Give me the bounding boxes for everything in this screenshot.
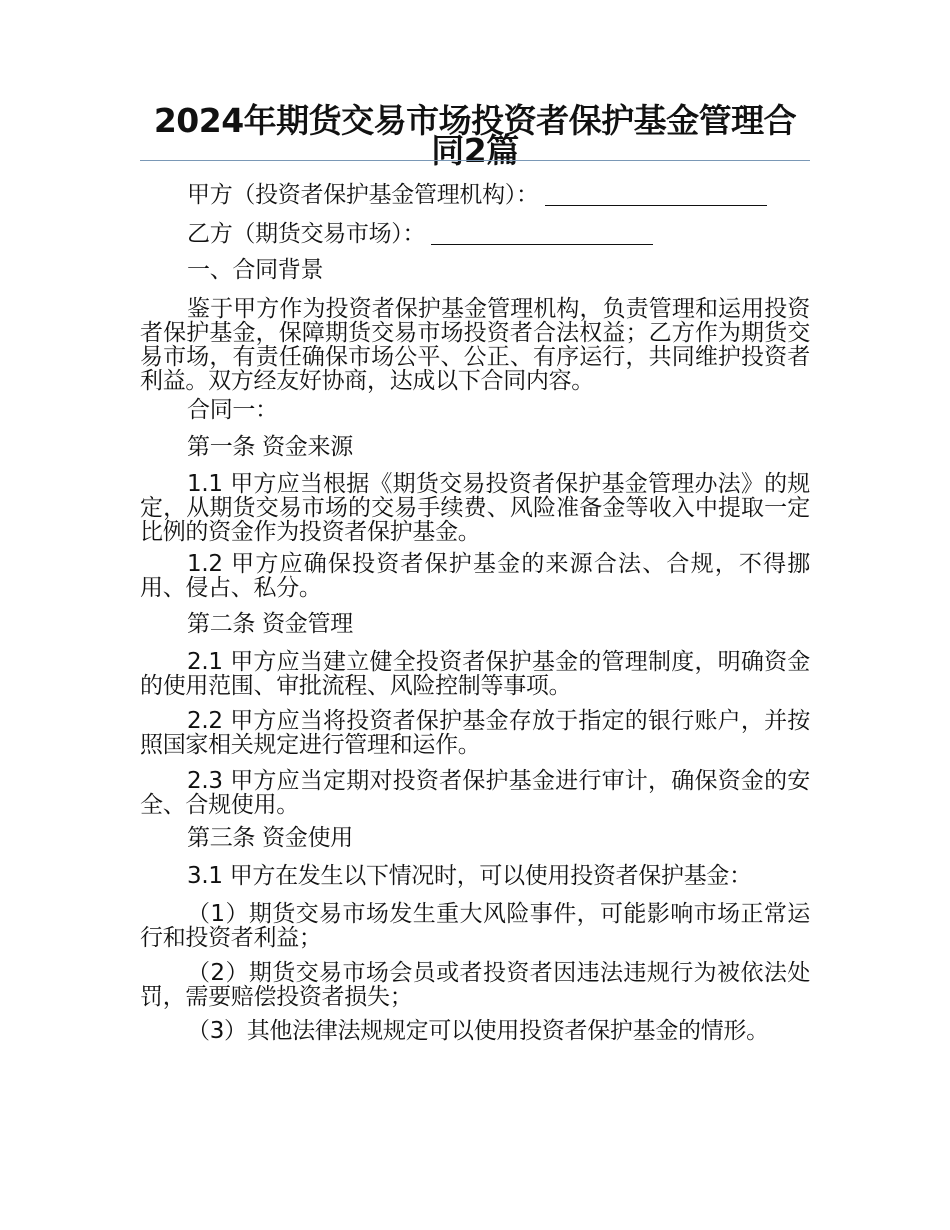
clause-3-1: 3.1 甲方在发生以下情况时，可以使用投资者保护基金： [187, 863, 752, 889]
party-b-label: 乙方（期货交易市场）： [187, 221, 426, 247]
clause-1-1: 1.1 甲方应当根据《期货交易投资者保护基金管理办法》的规定，从期货交易市场的交易手续费、风险准备金等收入中提取一定比例的资金作为投资者保护基金。 [140, 471, 810, 545]
article3-heading: 第三条 资金使用 [187, 825, 353, 851]
clause-1-2: 1.2 甲方应确保投资者保护基金的来源合法、合规，不得挪用、侵占、私分。 [140, 551, 810, 601]
party-a-line [140, 183, 810, 207]
party-a-label: 甲方（投资者保护基金管理机构）： [187, 182, 539, 208]
article2-heading: 第二条 资金管理 [187, 611, 353, 637]
item-3: （3）其他法律法规规定可以使用投资者保护基金的情形。 [187, 1018, 769, 1044]
clause-2-3: 2.3 甲方应当定期对投资者保护基金进行审计，确保资金的安全、合规使用。 [140, 768, 810, 818]
item-1: （1）期货交易市场发生重大风险事件，可能影响市场正常运行和投资者利益； [140, 901, 810, 951]
document-title: 2024年期货交易市场投资者保护基金管理合同2篇 [153, 101, 797, 170]
item-2: （2）期货交易市场会员或者投资者因违法违规行为被依法处罚，需要赔偿投资者损失； [140, 960, 810, 1010]
clause-2-1: 2.1 甲方应当建立健全投资者保护基金的管理制度，明确资金的使用范围、审批流程、风险控制等事项。 [140, 649, 810, 699]
party-b-blank [431, 224, 653, 245]
background-paragraph: 鉴于甲方作为投资者保护基金管理机构，负责管理和运用投资者保护基金，保障期货交易市场投资者合法权益；乙方作为期货交易市场，有责任确保市场公平、公正、有序运行，共同维护投资者利益。双方经友好协商，达成以下合同内容。 [140, 296, 810, 394]
title-divider [140, 160, 810, 161]
party-b-line [140, 222, 810, 246]
clause-2-2: 2.2 甲方应当将投资者保护基金存放于指定的银行账户，并按照国家相关规定进行管理和运作。 [140, 708, 810, 758]
article1-heading: 第一条 资金来源 [187, 434, 353, 460]
background-heading: 一、合同背景 [187, 257, 324, 283]
contract-one-heading: 合同一： [187, 397, 278, 423]
party-a-blank [545, 185, 767, 206]
